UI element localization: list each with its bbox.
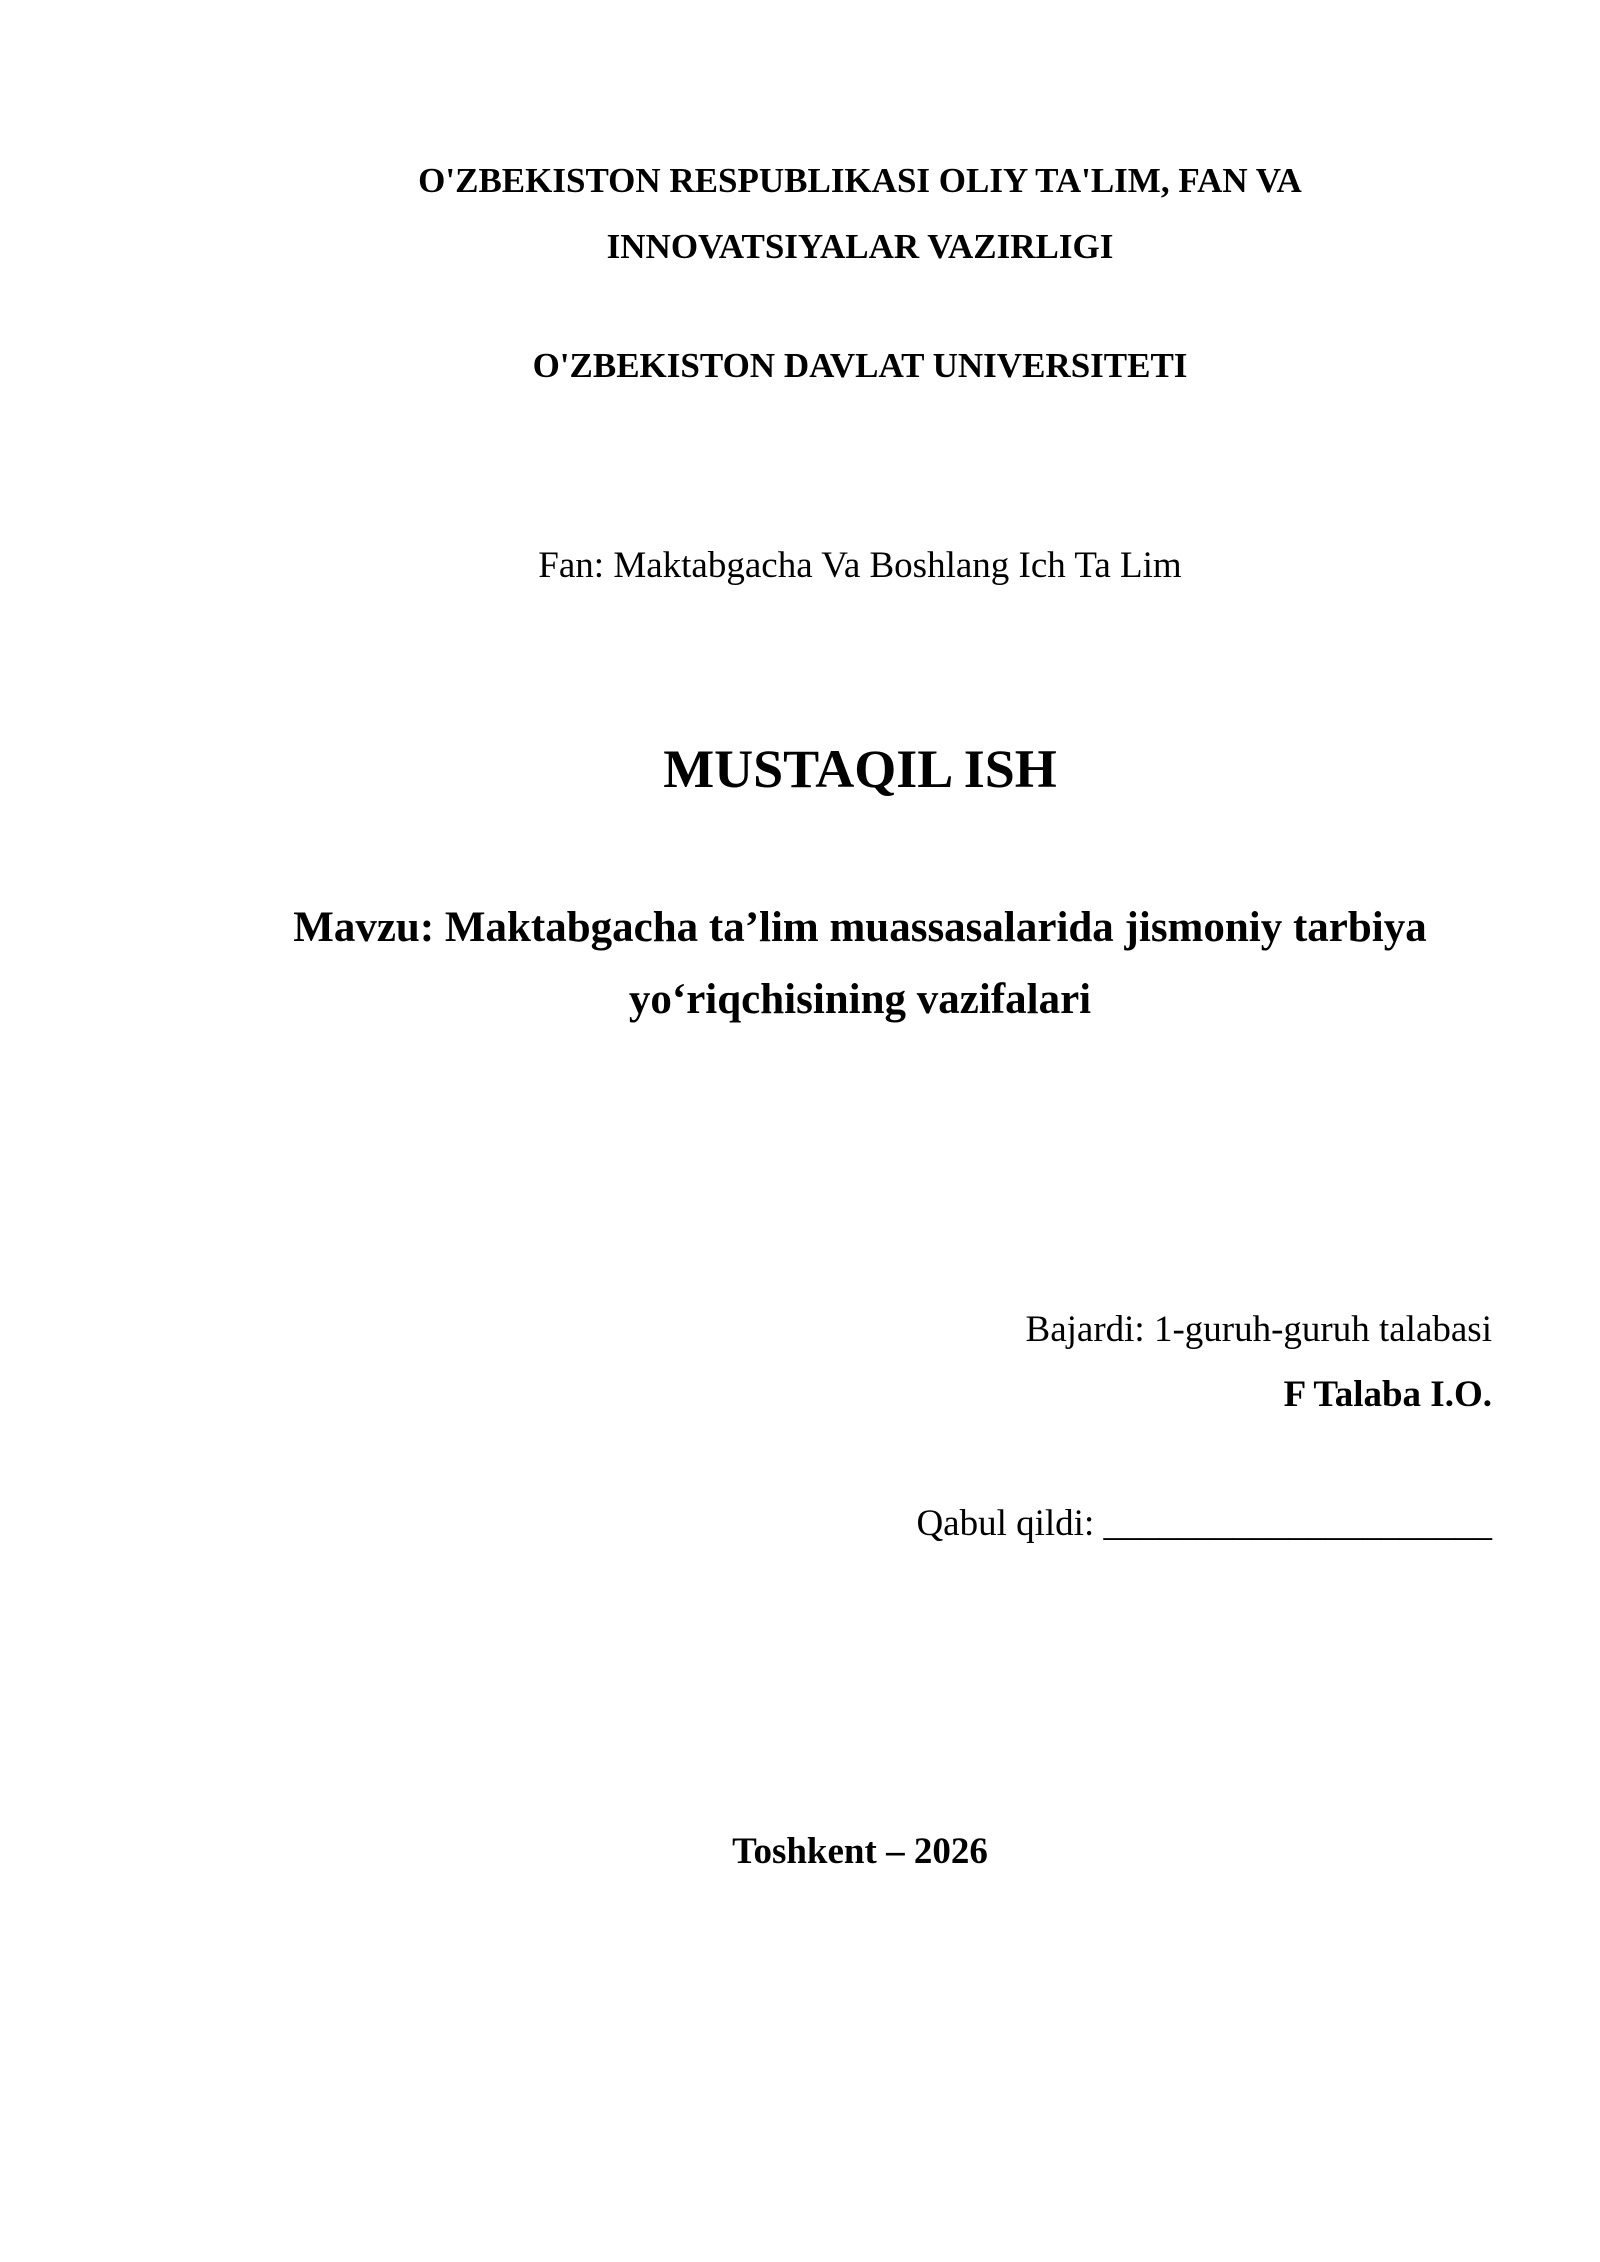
ministry-line-1: O'ZBEKISTON RESPUBLIKASI OLIY TA'LIM, FAN VA: [418, 161, 1302, 200]
performed-by-label: Bajardi: 1-guruh-guruh talabasi: [1025, 1309, 1492, 1350]
topic-line-1: Mavzu: Maktabgacha ta’lim muassasalarida jismoniy tarbiya: [293, 904, 1427, 951]
accepted-by-field: Qabul qildi: _____________________: [916, 1503, 1492, 1544]
topic-heading: [0, 892, 1600, 1036]
work-type-title: MUSTAQIL ISH: [663, 739, 1057, 799]
ministry-line-2: INNOVATSIYALAR VAZIRLIGI: [606, 227, 1114, 266]
student-name: F Talaba I.O.: [1283, 1374, 1492, 1415]
ministry-heading: [0, 148, 1600, 280]
subject-line: Fan: Maktabgacha Va Boshlang Ich Ta Lim: [538, 545, 1182, 586]
city-year: Toshkent – 2026: [732, 1831, 988, 1872]
topic-line-2: yo‘riqchisining vazifalari: [628, 976, 1092, 1023]
university-name: O'ZBEKISTON DAVLAT UNIVERSITETI: [532, 346, 1188, 385]
